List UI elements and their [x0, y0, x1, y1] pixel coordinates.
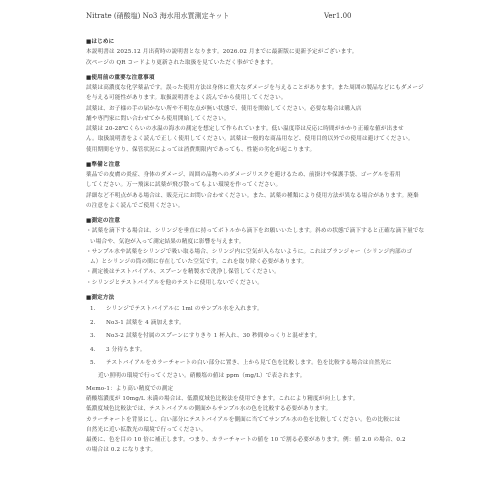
method-step [86, 317, 431, 331]
section-heading-intro: ■はじめに [86, 39, 115, 45]
measure-note-line: ム）とシリンジの筒の間に存在していた空気です。これを取り除く必要があります。 [90, 259, 308, 265]
section-heading-method: ■測定方法 [86, 294, 115, 301]
intro-line: 次ページの QR コードより更新された取扱を見ていただく事ができます。 [86, 59, 277, 66]
method-step [86, 357, 431, 371]
measure-note-line: ・シリンジとテストバイアルを他のテストに使用しないでください。 [86, 279, 263, 286]
memo-line: 低濃度域色比較法では、テストバイアルの側面からサンプル水の色を比較する必要があります。 [86, 406, 332, 413]
measure-note-line: ・測定後はテストバイアル、スプーンを精製水で洗浄し保管してください。 [86, 269, 280, 276]
document-version: Ver1.00 [324, 12, 352, 20]
section-heading-caution: ■使用前の重要な注意事項 [86, 74, 155, 81]
step-number: 3. [90, 333, 96, 339]
method-step-continuation: 近い照明の環境で行ってください。硝酸塩の値は ppm（mg/L）で表されます。 [98, 372, 306, 379]
step-text: シリンジでテストバイアルに 1ml のサンプル水を入れます。 [106, 306, 263, 312]
method-step [86, 344, 431, 358]
prep-line: 薬品での皮膚の炎症、身体のダメージ、周囲の品物へのダメージリスクを避けるため、前掛けや保護手袋、ゴーグルを着用 [86, 172, 401, 178]
caution-line: 試薬は 20-28℃くらいの水温の海水の測定を想定して作られています。低い温度帯は反応に時間がかかり正確な値が出ませ [86, 126, 404, 132]
step-text: No3-1 試薬を 4 滴加えます。 [106, 319, 185, 326]
document-header [86, 9, 431, 23]
memo-line: 自然光に近い拡散光の環境で行ってください。 [86, 426, 207, 433]
prep-line: してください。万一飛沫に試薬が飛び散ってもよい環境を作ってください。 [86, 182, 282, 189]
memo-line: の場合は 0.2 になります。 [86, 447, 157, 454]
method-step [86, 330, 431, 344]
document-body [86, 37, 431, 456]
caution-line: を与える可能性があります。取扱説明書をよく読んでから使用してください。 [86, 95, 287, 102]
step-number: 4. [90, 346, 96, 353]
step-text: No3-2 試薬を付属のスプーンにすりきり 1 杯入れ、30 秒間ゆっくりと混ぜます。 [106, 333, 321, 339]
caution-line: 使用期間を守り、保管状況によっては消費期限内であっても、性能の劣化が起こります。 [86, 146, 316, 153]
step-text: 3 分待ちます。 [106, 346, 146, 353]
caution-line: 舗や専門家に問い合わせてから使用開始してください。 [86, 115, 230, 122]
prep-line: の注意をよく読んでご使用ください。 [86, 202, 184, 209]
caution-line: 試薬は、お子様の手の届かない所や不明な点が無い状態で、使用を開始してください。必要な場合は購入店 [86, 105, 362, 112]
memo-line: カラーチャートを背景にし、白い部分にテストバイアルを側面に当ててサンプル水の色を比較してください。色の比較には [86, 416, 401, 423]
step-number: 2. [90, 319, 96, 326]
step-number: 1. [90, 306, 96, 312]
intro-line: 本説明書は 2025.12 月出荷時の説明書となります。2026.02 月までに最新版に更新予定がございます。 [86, 49, 358, 56]
memo-line: 硝酸塩濃度が 10mg/L 未満の場合は、低濃度域色比較法を使用できます。これにより精度が向上します。 [86, 396, 359, 402]
instruction-sheet [66, 0, 438, 480]
section-heading-measure-notes: ■測定の注意 [86, 218, 121, 224]
step-text: テストバイアルをカラーチャートの白い部分に置き、上から見て色を比較します。色を比較する場合は自然光に [106, 360, 392, 366]
document-title: Nitrate (硝酸塩) No3 海水用水質測定キット [86, 12, 230, 20]
caution-line: 試薬は高濃度な化学薬品です。誤った使用方法は身体に重大なダメージを与えることがあります。また周囲の製品などにもダメージ [86, 85, 424, 91]
caution-line: ん。取扱説明書をよく読んで正しく使用してください。試薬は一般的な商品用など、使用目的以外での使用は避けてください。 [86, 136, 414, 143]
method-step [86, 303, 431, 317]
measure-note-line: ・試薬を滴下する場合は、シリンジを垂直に持ってボトルから滴下をお願いいたします。斜めの状態で滴下すると正確な滴下量でな [86, 228, 425, 235]
memo-heading: Memo-1：より高い精度での測定 [86, 385, 174, 392]
prep-line: 詳細など不明点がある場合は、販売元にお問い合わせください。また、試薬の種類により使用方法が異なる場合があります。廃棄 [86, 192, 419, 199]
section-heading-prep: ■準備と注意 [86, 161, 121, 168]
measure-note-line: い場合や、気泡が入って測定結果の精度に影響を与えます。 [90, 238, 245, 245]
measure-note-line: ・サンプル水や試薬をシリンジで吸い取る場合、シリンジ内に空気が入らないように。これはプランジャー（シリンジ内部のゴ [86, 248, 413, 255]
memo-line: 最後に、色を目の 10 倍に補正します。つまり、カラーチャートの値を 10 で割る必要があります。例：値 2.0 の場合、0.2 [86, 437, 406, 443]
step-number: 5. [90, 360, 96, 366]
